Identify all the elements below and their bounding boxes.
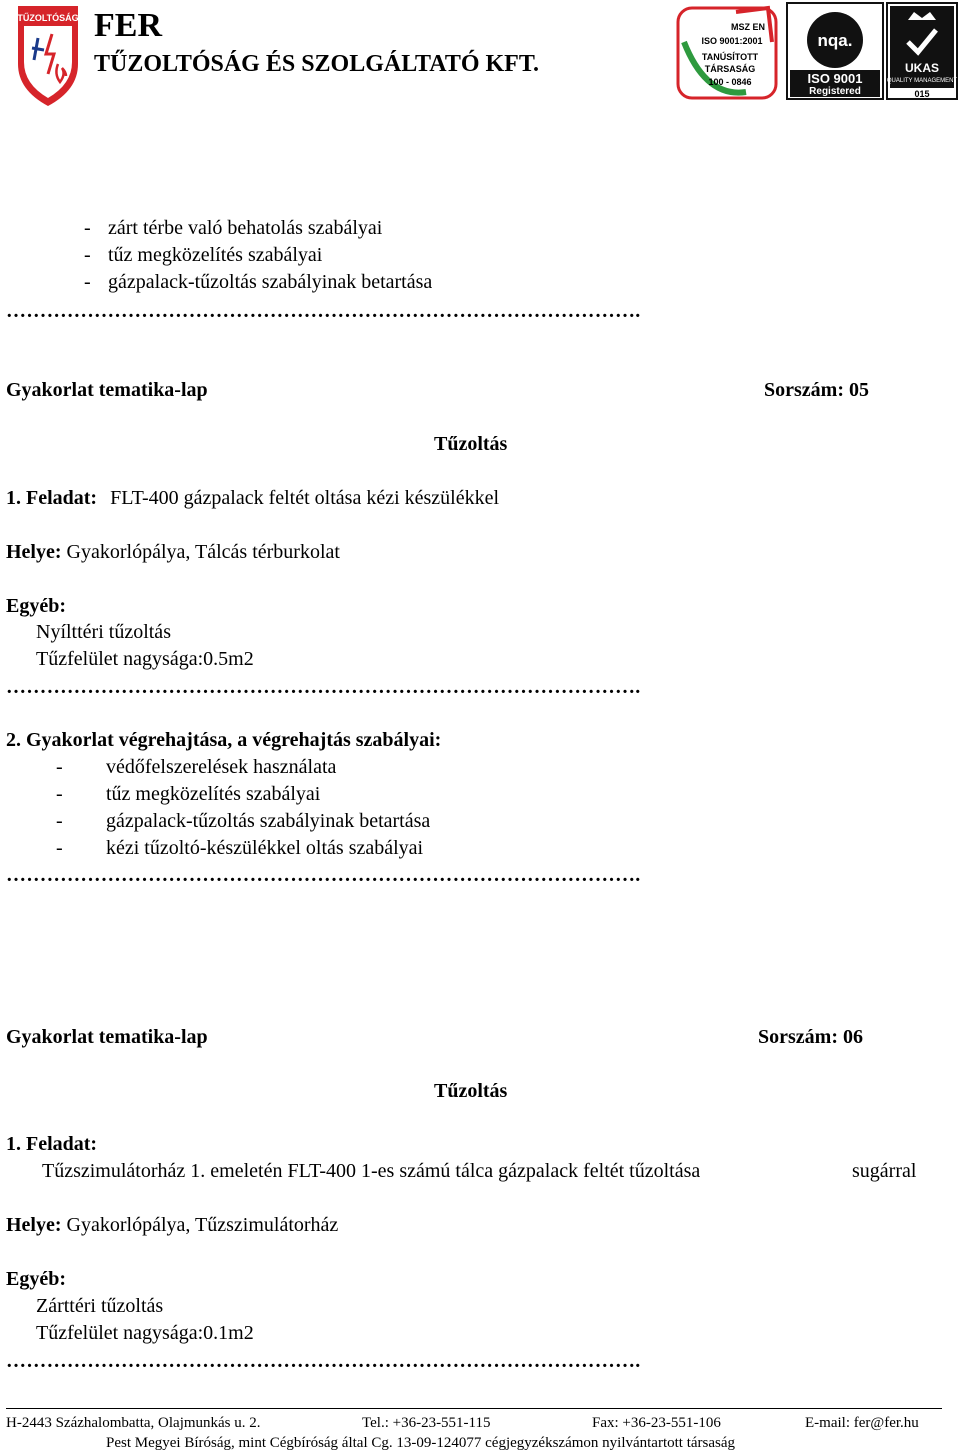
section-heading: Tűzoltás [434, 433, 508, 455]
footer-rule [6, 1408, 942, 1409]
list-item: - védőfelszerelések használata [56, 756, 337, 778]
company-full-name: TŰZOLTÓSÁG ÉS SZOLGÁLTATÓ KFT. [94, 51, 540, 77]
sheet-number: Sorszám: 05 [764, 379, 869, 401]
location-label: Helye: [6, 1214, 62, 1236]
list-item: - kézi tűzoltó-készülékkel oltás szabályai [56, 837, 424, 859]
other-line: Nyílttéri tűzoltás [36, 621, 171, 643]
task-text-tail: sugárral [852, 1160, 917, 1182]
task-label: 1. Feladat: [6, 487, 98, 509]
dotted-separator: …………………………………………………………………………………. [6, 864, 641, 886]
svg-text:100 - 0846: 100 - 0846 [708, 77, 752, 87]
ukas-quality-badge [886, 2, 958, 100]
location-line [6, 540, 340, 564]
task-line [6, 486, 499, 510]
task-label: 1. Feladat: [6, 1133, 98, 1155]
svg-text:015: 015 [914, 89, 930, 99]
footer-phone: Tel.: +36-23-551-115 [362, 1415, 491, 1431]
footer-address: H-2443 Százhalombatta, Olajmunkás u. 2. [6, 1415, 261, 1431]
svg-text:QUALITY MANAGEMENT: QUALITY MANAGEMENT [886, 78, 958, 84]
company-logo [14, 2, 82, 108]
dotted-separator: …………………………………………………………………………………. [6, 300, 641, 322]
task-text: Tűzszimulátorház 1. emeletén FLT-400 1-es számú tálca gázpalack feltét tűzoltása [42, 1160, 701, 1182]
location-label: Helye: [6, 541, 62, 563]
list-item: - tűz megközelítés szabályai [56, 783, 321, 805]
footer-fax: Fax: +36-23-551-106 [592, 1415, 721, 1431]
task-text: FLT-400 gázpalack feltét oltása kézi készülékkel [110, 487, 500, 509]
sheet-title: Gyakorlat tematika-lap [6, 379, 208, 401]
location-line [6, 1213, 338, 1237]
svg-text:nqa.: nqa. [817, 31, 853, 50]
section-heading: Tűzoltás [434, 1080, 508, 1102]
footer-registry: Pest Megyei Bíróság, mint Cégbíróság által Cg. 13-09-124077 cégjegyzékszámon nyilvántartott társaság [106, 1435, 736, 1451]
svg-text:UKAS: UKAS [904, 61, 940, 75]
location-text: Gyakorlópálya, Tálcás térburkolat [66, 541, 340, 563]
svg-text:MSZ EN: MSZ EN [730, 22, 766, 32]
nqa-iso-9001-badge [786, 2, 884, 100]
sheet-title: Gyakorlat tematika-lap [6, 1026, 208, 1048]
svg-text:ISO 9001:2001: ISO 9001:2001 [701, 36, 763, 46]
company-short-name: FER [94, 7, 162, 44]
list-item: - gázpalack-tűzoltás szabályinak betartása [84, 271, 433, 293]
location-text: Gyakorlópálya, Tűzszimulátorház [66, 1214, 339, 1236]
list-item: - zárt térbe való behatolás szabályai [84, 217, 383, 239]
sheet-number: Sorszám: 06 [758, 1026, 863, 1048]
svg-text:Registered: Registered [809, 86, 861, 97]
execution-heading: 2. Gyakorlat végrehajtása, a végrehajtás szabályai: [6, 729, 442, 751]
list-item: - tűz megközelítés szabályai [84, 244, 323, 266]
footer-email[interactable]: E-mail: fer@fer.hu [805, 1415, 919, 1431]
svg-text:TŰZOLTÓSÁG: TŰZOLTÓSÁG [17, 13, 79, 23]
other-line: Tűzfelület nagysága:0.1m2 [36, 1322, 254, 1344]
svg-text:TÁRSASÁG: TÁRSASÁG [704, 64, 756, 74]
other-label: Egyéb: [6, 1268, 66, 1290]
svg-text:TANÚSÍTOTT: TANÚSÍTOTT [701, 52, 759, 62]
msz-iso-cert-badge [676, 2, 780, 102]
other-line: Tűzfelület nagysága:0.5m2 [36, 648, 254, 670]
list-item: - gázpalack-tűzoltás szabályinak betartása [56, 810, 431, 832]
other-label: Egyéb: [6, 595, 66, 617]
dotted-separator: …………………………………………………………………………………. [6, 1350, 641, 1372]
dotted-separator: …………………………………………………………………………………. [6, 676, 641, 698]
svg-text:ISO 9001: ISO 9001 [807, 71, 863, 86]
other-line: Zárttéri tűzoltás [36, 1295, 164, 1317]
